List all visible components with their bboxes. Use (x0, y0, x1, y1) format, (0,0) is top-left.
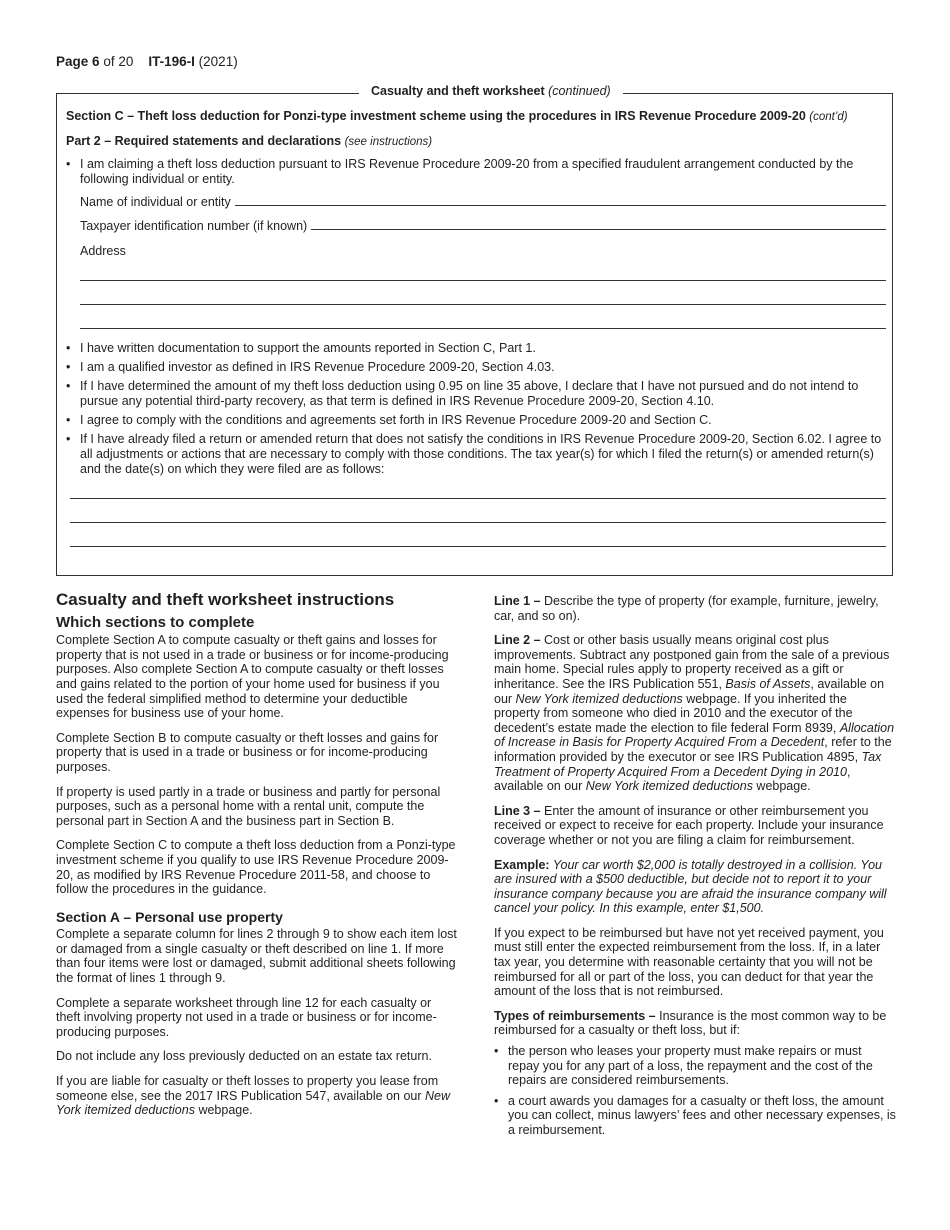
para-line-2 (494, 633, 896, 794)
name-label: Name of individual or entity (80, 195, 231, 209)
worksheet-title (359, 84, 623, 98)
instructions-left-column (56, 590, 458, 1128)
which-sections-heading: Which sections to complete (56, 613, 255, 631)
tin-row (80, 219, 886, 233)
para-section-c: Complete Section C to compute a theft loss deduction from a Ponzi-type investment scheme if you qualify to use IRS Revenue Procedure 2009-20, as modified by IRS Revenue Procedure 2011-58, and choose to follow the procedures in the guidance. (56, 838, 456, 897)
page-header (56, 54, 238, 69)
para-lease-text: If you are liable for casualty or theft losses to property you lease from someone else, see the 2017 IRS Publication 547, available on our (56, 1074, 439, 1103)
line-2-webpage-link-2[interactable]: New York itemized deductions (585, 779, 753, 794)
types-bullet-lease-text: the person who leases your property must make repairs or must repay you for any part of a loss, the repayment and the cost of the repairs are considered reimbursements. (508, 1044, 873, 1088)
types-text: Insurance is the most common way to be reimbursed for a casualty or theft loss, but if: (494, 1008, 887, 1038)
para-lease (56, 1074, 458, 1118)
bullet-comply-text: I agree to comply with the conditions and agreements set forth in IRS Revenue Procedure 2009-20 and Section C. (80, 413, 712, 427)
bullet-third-party-text: If I have determined the amount of my theft loss deduction using 0.95 on line 35 above, I declare that I have not pursued and do not intend to pursue any potential third-party recovery, as that term is defined in IRS Revenue Procedure 2009-20, Section 4.10. (80, 379, 859, 408)
address-label: Address (80, 244, 126, 258)
line-2-text-3: webpage. If you inherited the property from someone who died in 2010 and the executor of the decedent’s estate made the election to file federal Form 8939, (494, 691, 853, 735)
worksheet-title-note: (continued) (548, 84, 611, 98)
para-lease-link[interactable]: New York itemized deductions (56, 1088, 451, 1118)
bullet-claiming-text: I am claiming a theft loss deduction pursuant to IRS Revenue Procedure 2009-20 from a specified fraudulent arrangement conducted by the following individual or entity. (80, 157, 854, 186)
section-c-heading-note: (cont’d) (809, 111, 848, 123)
bullet-claiming: • I am claiming a theft loss deduction pursuant to IRS Revenue Procedure 2009-20 from a specified fraudulent arrangement conducted by the following individual or entity. (66, 157, 888, 187)
line-2-text-6: webpage. (752, 779, 811, 794)
types-bullet-court: • a court awards you damages for a casualty or theft loss, the amount you can collect, minus lawyers’ fees and other necessary expenses, is a reimbursement. (494, 1093, 896, 1137)
para-estate-tax: Do not include any loss previously deducted on an estate tax return. (56, 1049, 432, 1064)
declarations-list (66, 341, 888, 477)
part-2-heading-note: (see instructions) (344, 136, 433, 148)
para-section-a: Complete Section A to compute casualty or theft gains and losses for property that is not used in a trade or business or for income-producing purposes. Also complete Section A to compute casualty or theft losses and gains related to the portion of your home used for business if you used the federal simplified method to determine your deductible expenses for business use of your home. (56, 633, 449, 721)
example-text: Your car worth $2,000 is totally destroyed in a collision. You are insured with a $500 deductible, but decide not to report it to your insurance company because you are afraid the insurance company will cancel your policy. In this example, enter $1,500. (494, 857, 887, 916)
bullet-documentation-text: I have written documentation to support the amounts reported in Section C, Part 1. (80, 341, 536, 355)
para-line-3 (494, 804, 896, 848)
bullet-comply: • I agree to comply with the conditions and agreements set forth in IRS Revenue Procedure 2009-20 and Section C. (66, 413, 888, 428)
part-2-heading-text: Part 2 – Required statements and declarations (66, 134, 342, 148)
bullet-already-filed: • If I have already filed a return or amended return that does not satisfy the conditions in IRS Revenue Procedure 2009-20, Section 6.02. I agree to all adjustments or actions that are necessary to comply with those conditions. The tax year(s) for which I filed the return(s) or amended return(s) and the date(s) on which they were filed are as follows: (66, 432, 888, 477)
line-3-label: Line 3 – (494, 803, 541, 818)
para-line-1 (494, 594, 896, 623)
filed-line-3[interactable] (70, 546, 886, 547)
bullet-third-party: • If I have determined the amount of my theft loss deduction using 0.95 on line 35 above, I declare that I have not pursued and do not intend to pursue any potential third-party recovery, as that term is defined in IRS Revenue Procedure 2009-20, Section 4.10. (66, 379, 888, 409)
instructions-title: Casualty and theft worksheet instructions (56, 590, 395, 609)
para-example (494, 858, 896, 916)
para-partly-used: If property is used partly in a trade or business and partly for personal purposes, such as a personal home with a rental unit, compute the personal part in Section A and the business part in Section B. (56, 784, 441, 828)
instructions-right-column (494, 594, 896, 1138)
name-input-line[interactable] (235, 204, 886, 206)
line-3-text: Enter the amount of insurance or other reimbursement you received or expect to receive for each property. Include your insurance coverage whether or not you are filing a claim for reimbursement. (494, 803, 884, 847)
section-c-heading-text: Section C – Theft loss deduction for Ponzi-type investment scheme using the procedures in IRS Revenue Procedure 2009-20 (66, 109, 806, 123)
bullet-qualified: • I am a qualified investor as defined in IRS Revenue Procedure 2009-20, Section 4.03. (66, 360, 888, 375)
address-line-2[interactable] (80, 304, 886, 305)
line-2-text-1: Cost or other basis usually means original cost plus improvements. Subtract any postponed gain from the sale of a previous main home. Special rules apply to property received as a gift or inheritance. See the IRS Publication 551, (494, 633, 890, 691)
types-bullet-court-text: a court awards you damages for a casualty or theft loss, the amount you can collect, minus lawyers’ fees and other necessary expenses, is a reimbursement. (508, 1093, 896, 1137)
page-of: of 20 (103, 54, 134, 69)
page-number: 6 (92, 54, 100, 69)
line-2-webpage-link-1[interactable]: New York itemized deductions (515, 691, 683, 706)
para-separate-worksheet: Complete a separate worksheet through line 12 for each casualty or theft involving property not used in a trade or business or for income-producing purposes. (56, 995, 437, 1039)
example-label: Example: (494, 857, 550, 872)
section-c-heading (66, 109, 892, 123)
para-section-b: Complete Section B to compute casualty or theft losses and gains for property that is used in a trade or business or for income-producing purposes. (56, 730, 439, 774)
page-label: Page (56, 54, 89, 69)
bullet-already-filed-text: If I have already filed a return or amended return that does not satisfy the conditions in IRS Revenue Procedure 2009-20, Section 6.02. I agree to all adjustments or actions that are necessary to comply with those conditions. The tax year(s) for which I filed the return(s) or amended return(s) and the date(s) on which they were filed are as follows: (80, 432, 882, 476)
line-2-text-2: , available on our (494, 676, 885, 706)
line-2-text-4: , refer to the information provided by the executor or see IRS Publication 4895, (494, 735, 892, 764)
name-row (80, 195, 886, 209)
tin-input-line[interactable] (311, 228, 886, 230)
line-2-pub-4895-title: Tax Treatment of Property Acquired From a Decedent Dying in 2010 (494, 749, 882, 779)
para-separate-column: Complete a separate column for lines 2 through 9 to show each item lost or damaged from a single casualty or theft described on line 1. If more than four items were lost or damaged, submit additional sheets following the format of lines 1 through 9. (56, 927, 457, 986)
bullet-documentation: • I have written documentation to support the amounts reported in Section C, Part 1. (66, 341, 888, 356)
line-2-text-5: , available on our (494, 764, 851, 794)
worksheet-title-text: Casualty and theft worksheet (371, 84, 545, 98)
line-1-label: Line 1 – (494, 594, 541, 608)
part-2-heading (66, 134, 432, 148)
para-expect-reimbursement: If you expect to be reimbursed but have not yet received payment, you must still enter the expected reimbursement from the loss. If, in a later tax year, you determine with reasonable certainty that you will not be reimbursed for all or part of the loss, you can deduct for that year the amount of the loss that is not reimbursed. (494, 925, 884, 999)
line-2-form-8939-title: Allocation of Increase in Basis for Property Acquired From a Decedent (494, 720, 895, 750)
para-types (494, 1009, 896, 1038)
filed-line-1[interactable] (70, 498, 886, 499)
tin-label: Taxpayer identification number (if known) (80, 219, 308, 233)
line-2-label: Line 2 – (494, 633, 541, 648)
address-line-3[interactable] (80, 328, 886, 329)
section-a-heading: Section A – Personal use property (56, 908, 283, 925)
types-label: Types of reimbursements – (494, 1008, 656, 1023)
line-1-text: Describe the type of property (for example, furniture, jewelry, car, and so on). (494, 594, 879, 623)
filed-line-2[interactable] (70, 522, 886, 523)
address-line-1[interactable] (80, 280, 886, 281)
para-lease-end: webpage. (194, 1103, 253, 1118)
form-id: IT-196-I (148, 54, 195, 69)
bullet-qualified-text: I am a qualified investor as defined in IRS Revenue Procedure 2009-20, Section 4.03. (80, 360, 555, 374)
types-bullet-lease: • the person who leases your property must make repairs or must repay you for any part of a loss, the repayment and the cost of the repairs are considered reimbursements. (494, 1044, 896, 1088)
line-2-basis-of-assets: Basis of Assets (725, 676, 811, 691)
form-year: (2021) (198, 54, 238, 69)
